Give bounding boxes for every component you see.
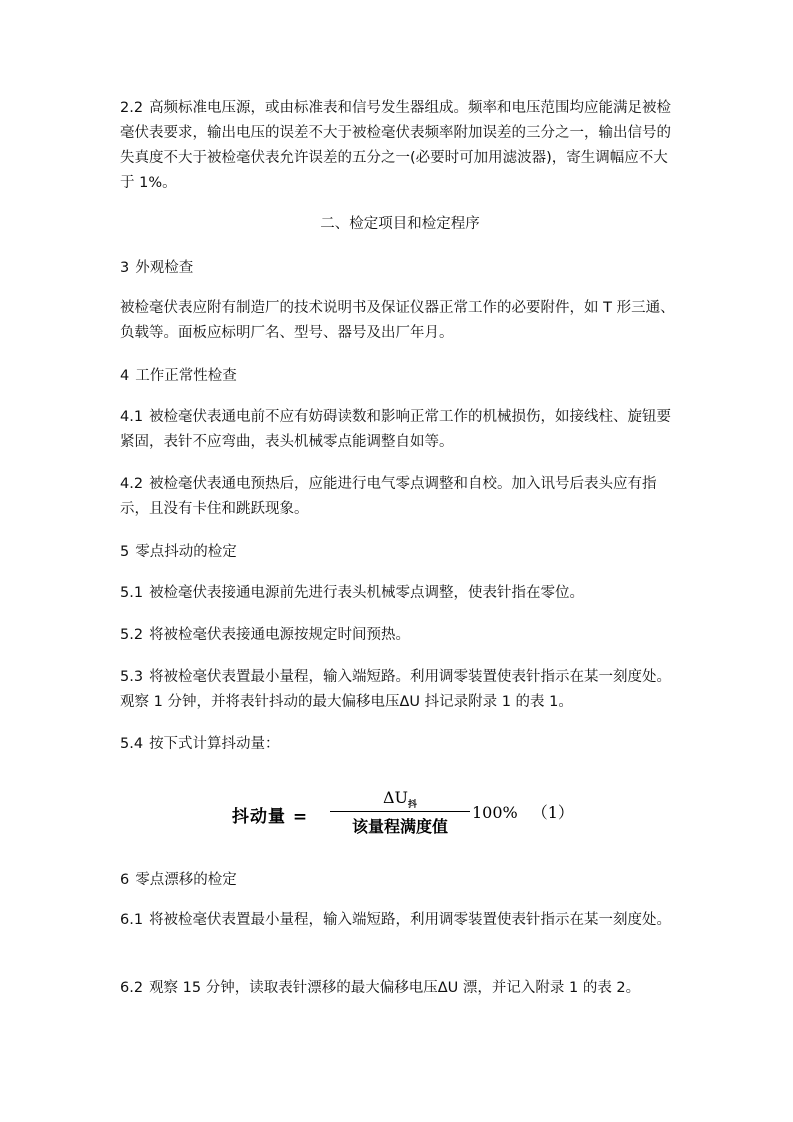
clause-number: 6.1 bbox=[120, 912, 144, 928]
clause-number: 5 bbox=[120, 544, 130, 560]
paragraph-4-1 bbox=[120, 405, 680, 455]
equation-number: （1） bbox=[531, 803, 574, 822]
clause-number: 6.2 bbox=[120, 980, 144, 996]
paragraph-text: 被检毫伏表接通电源前先进行表头机械零点调整，使表针指在零位。 bbox=[149, 585, 585, 601]
heading-text: 工作正常性检查 bbox=[135, 368, 237, 384]
formula-fraction bbox=[330, 786, 470, 846]
paragraph-text: 按下式计算抖动量： bbox=[149, 736, 280, 752]
paragraph-text: 将被检毫伏表置最小量程，输入端短路，利用调零装置使表针指示在某一刻度处。 bbox=[149, 912, 672, 928]
clause-number: 4.1 bbox=[120, 409, 144, 425]
paragraph-5-4 bbox=[120, 732, 680, 757]
formula-factor: 100% bbox=[472, 803, 518, 822]
heading-text: 外观检查 bbox=[135, 260, 194, 276]
paragraph-6-2 bbox=[120, 976, 680, 1001]
numerator-symbol: ΔU bbox=[382, 788, 409, 807]
formula-denominator: 该量程满度值 bbox=[351, 817, 448, 836]
paragraph-text: 被检毫伏表通电预热后，应能进行电气零点调整和自校。加入讯号后表头应有指示，且没有卡住和跳跃现象。 bbox=[120, 476, 657, 517]
paragraph-text: 将被检毫伏表接通电源按规定时间预热。 bbox=[149, 627, 411, 643]
clause-number: 6 bbox=[120, 872, 130, 888]
heading-3 bbox=[120, 256, 680, 281]
paragraph-text: 观察 15 分钟，读取表针漂移的最大偏移电压ΔU 漂，并记入附录 1 的表 2。 bbox=[149, 980, 641, 996]
section-heading: 二、检定项目和检定程序 bbox=[320, 216, 480, 232]
paragraph-6-1 bbox=[120, 908, 680, 933]
clause-number: 5.2 bbox=[120, 627, 144, 643]
heading-5 bbox=[120, 540, 680, 565]
numerator-subscript: 抖 bbox=[408, 800, 418, 811]
paragraph-5-2 bbox=[120, 623, 680, 648]
clause-number: 2.2 bbox=[120, 100, 144, 116]
jitter-formula bbox=[232, 786, 572, 846]
clause-number: 3 bbox=[120, 260, 130, 276]
heading-text: 零点抖动的检定 bbox=[135, 544, 237, 560]
heading-4 bbox=[120, 364, 680, 389]
paragraph-3-body: 被检毫伏表应附有制造厂的技术说明书及保证仪器正常工作的必要附件，如 T 形三通、负载等。面板应标明厂名、型号、器号及出厂年月。 bbox=[120, 300, 675, 341]
formula-lhs: 抖动量 = bbox=[232, 807, 309, 827]
clause-number: 4 bbox=[120, 368, 130, 384]
formula-tail bbox=[472, 800, 574, 823]
heading-6 bbox=[120, 868, 680, 893]
clause-number: 4.2 bbox=[120, 476, 144, 492]
clause-number: 5.4 bbox=[120, 736, 144, 752]
paragraph-text: 高频标准电压源，或由标准表和信号发生器组成。频率和电压范围均应能满足被检毫伏表要求，输出电压的误差不大于被检毫伏表频率附加误差的三分之一，输出信号的失真度不大于被检毫伏表允许误差的五分之一(必要时可加用滤波器)，寄生调幅应不大于 1%。 bbox=[120, 100, 672, 191]
clause-number: 5.3 bbox=[120, 669, 144, 685]
paragraph-5-3 bbox=[120, 665, 680, 715]
paragraph-2-2 bbox=[120, 96, 680, 196]
paragraph-text: 被检毫伏表通电前不应有妨碍读数和影响正常工作的机械损伤，如接线柱、旋钮要紧固，表针不应弯曲，表头机械零点能调整自如等。 bbox=[120, 409, 672, 450]
heading-text: 零点漂移的检定 bbox=[135, 872, 237, 888]
clause-number: 5.1 bbox=[120, 585, 144, 601]
paragraph-4-2 bbox=[120, 472, 680, 522]
fraction-bar bbox=[330, 811, 470, 812]
paragraph-5-1 bbox=[120, 581, 680, 606]
formula-numerator bbox=[330, 788, 470, 810]
paragraph-text: 将被检毫伏表置最小量程，输入端短路。利用调零装置使表针指示在某一刻度处。观察 1 分钟，并将表针抖动的最大偏移电压ΔU 抖记录附录 1 的表 1。 bbox=[120, 669, 672, 710]
